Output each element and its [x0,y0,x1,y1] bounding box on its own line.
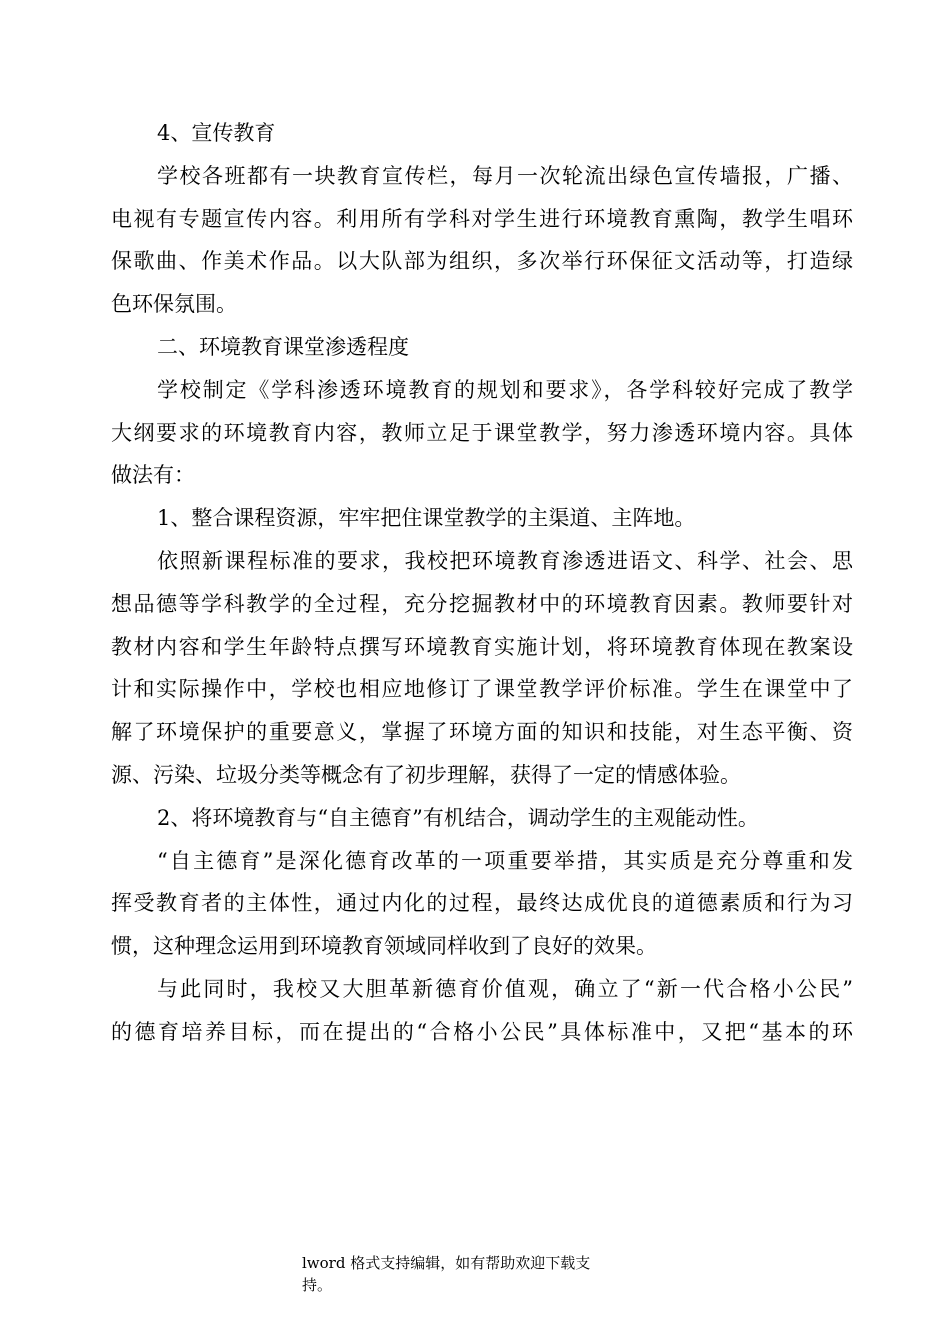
paragraph-line: 色环保氛围。 [111,292,237,317]
subheading-moral-education: 2、将环境教育与“自主德育”有机结合，调动学生的主观能动性。 [157,805,759,830]
footer-line: 持。 [302,1276,333,1294]
paragraph-line: “自主德育”是深化德育改革的一项重要举措，其实质是充分尊重和发 [157,848,853,873]
paragraph-line: 保歌曲、作美术作品。以大队部为组织，多次举行环保征文活动等，打造绿 [111,249,853,274]
page-footer [302,1252,632,1296]
paragraph-line: 计和实际操作中，学校也相应地修订了课堂教学评价标准。学生在课堂中了 [111,677,853,702]
paragraph-line: 做法有： [111,463,195,488]
paragraph-line: 学校制定《学科渗透环境教育的规划和要求》，各学科较好完成了教学 [157,377,853,402]
subheading-curriculum: 1、整合课程资源，牢牢把住课堂教学的主渠道、主阵地。 [157,506,696,531]
paragraph-line: 依照新课程标准的要求，我校把环境教育渗透进语文、科学、社会、思 [157,548,853,573]
paragraph-line: 源、污染、垃圾分类等概念有了初步理解，获得了一定的情感体验。 [111,762,741,787]
footer-line: lword 格式支持编辑，如有帮助欢迎下载支 [302,1254,591,1272]
paragraph-line: 想品德等学科教学的全过程，充分挖掘教材中的环境教育因素。教师要针对 [111,591,853,616]
paragraph-line: 解了环境保护的重要意义，掌握了环境方面的知识和技能，对生态平衡、资 [111,720,853,745]
paragraph-line: 学校各班都有一块教育宣传栏，每月一次轮流出绿色宣传墙报，广播、 [157,163,853,188]
paragraph-line: 挥受教育者的主体性，通过内化的过程，最终达成优良的道德素质和行为习 [111,891,853,916]
document-body [111,112,853,1054]
section-heading-publicity: 4、宣传教育 [157,121,276,145]
paragraph-line: 大纲要求的环境教育内容，教师立足于课堂教学，努力渗透环境内容。具体 [111,420,853,445]
paragraph-line: 的德育培养目标，而在提出的“合格小公民”具体标准中，又把“基本的环 [111,1019,853,1044]
paragraph-line: 惯，这种理念运用到环境教育领域同样收到了良好的效果。 [111,934,657,959]
paragraph-line: 电视有专题宣传内容。利用所有学科对学生进行环境教育熏陶，教学生唱环 [111,206,853,231]
paragraph-line: 教材内容和学生年龄特点撰写环境教育实施计划，将环境教育体现在教案设 [111,634,853,659]
section-heading-classroom: 二、环境教育课堂渗透程度 [157,334,409,359]
paragraph-line: 与此同时，我校又大胆革新德育价值观，确立了“新一代合格小公民” [157,976,853,1001]
